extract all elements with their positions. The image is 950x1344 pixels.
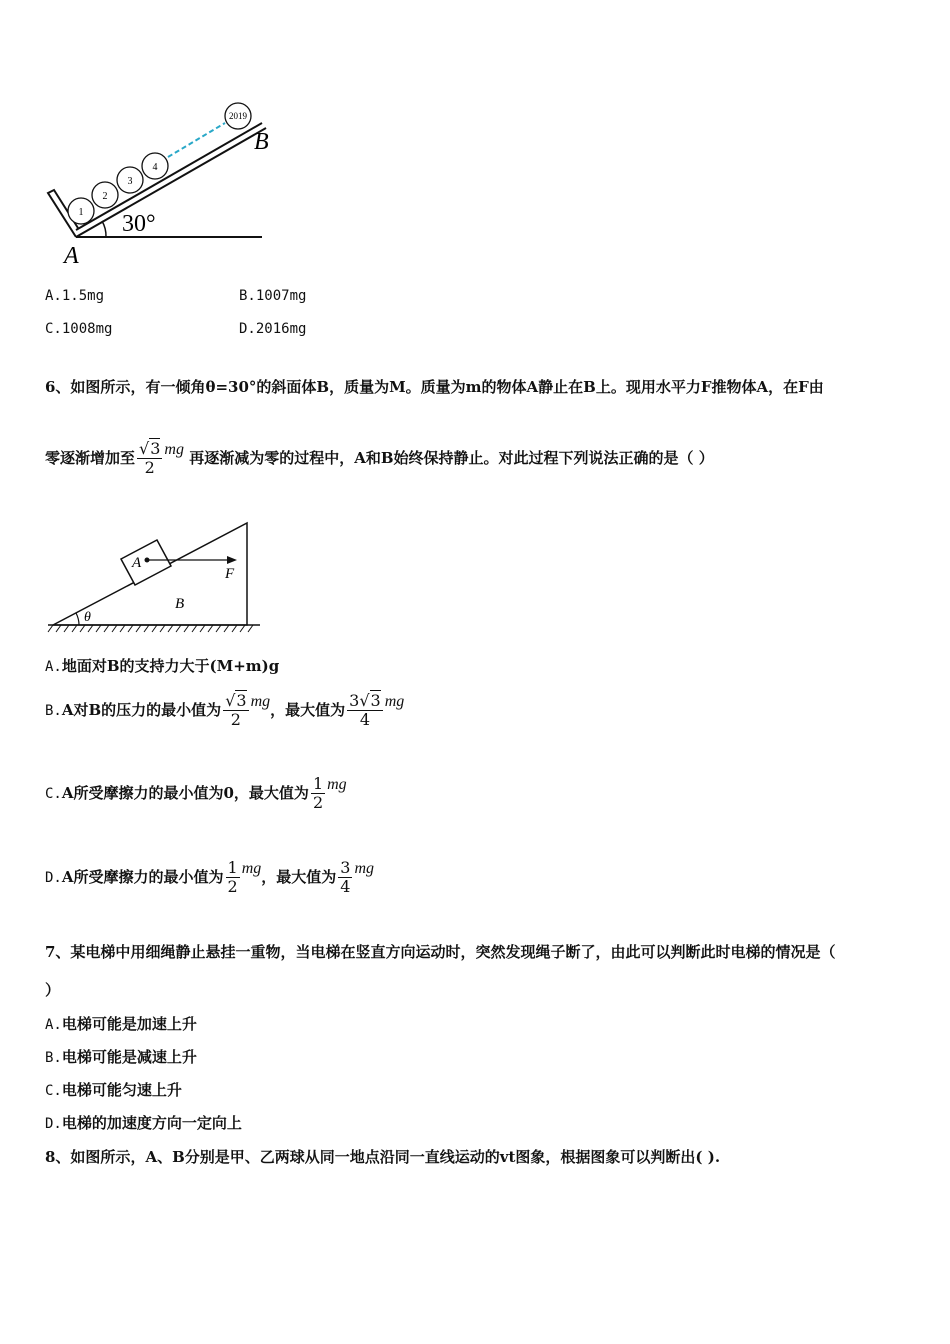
mg-symbol: mg xyxy=(164,440,184,458)
option-text: 地面对B的支持力大于(M+m)g xyxy=(61,657,280,675)
ball-4 xyxy=(142,153,168,179)
option-label: C. xyxy=(45,321,62,337)
fraction-sqrt3-over-2: $\frac{√3}{2}$ xyxy=(139,439,161,478)
q7-option-d[interactable] xyxy=(45,1112,242,1133)
q7-option-a[interactable] xyxy=(45,1013,197,1034)
label-b: B xyxy=(254,129,269,155)
label-b: B xyxy=(175,596,185,612)
ball-2019 xyxy=(225,103,251,129)
label-a: A xyxy=(64,243,79,269)
option-label: A. xyxy=(45,288,62,304)
option-text-mid: ，最大值为 xyxy=(261,867,337,886)
option-text-pre: A对B的压力的最小值为 xyxy=(61,700,222,719)
q5-option-a[interactable] xyxy=(45,286,104,304)
svg-text:1: 1 xyxy=(78,207,84,218)
q6-option-c[interactable] xyxy=(45,775,347,813)
q7-option-b[interactable] xyxy=(45,1046,197,1067)
fraction-3-over-4: $\frac{3}{4}$ xyxy=(340,858,351,897)
force-arrow-head xyxy=(227,556,237,564)
option-text-pre: A所受摩擦力的最小值为 xyxy=(61,867,224,886)
theta-arc xyxy=(76,613,79,625)
fraction-1-over-2: $\frac{1}{2}$ xyxy=(312,774,324,813)
svg-text:3: 3 xyxy=(127,176,133,187)
q5-option-c[interactable] xyxy=(45,319,112,337)
option-text: 电梯可能匀速上升 xyxy=(61,1081,182,1099)
incline-edge-top xyxy=(76,123,262,230)
option-label: D. xyxy=(45,869,62,886)
mg-symbol: mg xyxy=(241,859,262,877)
q6-option-a[interactable] xyxy=(45,655,279,676)
option-text-pre: A所受摩擦力的最小值为0，最大值为 xyxy=(61,783,309,802)
q8-stem-line1: 8、如图所示，A、B分别是甲、乙两球从同一地点沿同一直线运动的vt图象，根据图象可以判断出( ). xyxy=(45,1148,721,1166)
mg-symbol: mg xyxy=(250,692,271,710)
q6-line2-post: 再逐渐减为零的过程中，A和B始终保持静止。对此过程下列说法正确的是（ ） xyxy=(189,448,714,467)
label-a: A xyxy=(132,555,142,571)
option-label: D. xyxy=(45,1116,62,1132)
option-text: 1.5mg xyxy=(61,288,105,304)
option-label: B. xyxy=(239,288,256,304)
fraction-3sqrt3-over-4: $\frac{3√3}{4}$ xyxy=(349,691,381,730)
q6-line2-pre: 零逐渐增加至 xyxy=(45,448,136,467)
option-label: B. xyxy=(45,702,62,719)
q6-stem-line1: 6、如图所示，有一倾角θ=30°的斜面体B，质量为M。质量为m的物体A静止在B上。现用水平力F推物体A，在F由 xyxy=(45,378,824,396)
option-text-mid: ，最大值为 xyxy=(270,700,346,719)
option-label: C. xyxy=(45,1083,62,1099)
label-f: F xyxy=(225,566,235,582)
fraction-1-over-2: $\frac{1}{2}$ xyxy=(227,858,238,897)
label-theta: θ xyxy=(84,610,91,625)
option-text: 2016mg xyxy=(255,321,307,337)
mg-symbol: mg xyxy=(384,692,405,710)
q7-stem-line1: 7、某电梯中用细绳静止悬挂一重物，当电梯在竖直方向运动时，突然发现绳子断了，由此可以判断此时电梯的情况是（ xyxy=(45,943,836,961)
svg-text:2019: 2019 xyxy=(229,111,247,121)
option-text: 1008mg xyxy=(61,321,113,337)
option-label: A. xyxy=(45,1017,62,1033)
ground-hatching xyxy=(48,625,253,632)
mg-symbol: mg xyxy=(327,775,347,793)
q5-option-b[interactable] xyxy=(239,286,306,304)
q6-option-d[interactable] xyxy=(45,859,374,897)
option-label: A. xyxy=(45,659,62,675)
option-text: 1007mg xyxy=(255,288,307,304)
ball-1 xyxy=(68,198,94,224)
fraction-sqrt3-over-2: $\frac{√3}{2}$ xyxy=(225,691,247,730)
ball-2 xyxy=(92,182,118,208)
q6-option-b[interactable] xyxy=(45,692,404,730)
block-a xyxy=(121,540,171,585)
svg-text:2: 2 xyxy=(102,191,108,202)
figure-block-incline xyxy=(45,518,265,638)
ball-3 xyxy=(117,167,143,193)
option-text: 电梯的加速度方向一定向上 xyxy=(61,1114,242,1132)
svg-text:4: 4 xyxy=(152,162,158,173)
q7-option-c[interactable] xyxy=(45,1079,182,1100)
option-label: B. xyxy=(45,1050,62,1066)
mg-symbol: mg xyxy=(354,859,375,877)
figure-balls-incline xyxy=(40,95,290,270)
option-text: 电梯可能是减速上升 xyxy=(61,1048,197,1066)
angle-arc xyxy=(102,221,106,237)
option-label: C. xyxy=(45,785,62,802)
q7-stem-line2: ） xyxy=(45,981,61,999)
angle-label: 30° xyxy=(122,211,156,237)
dashed-connector xyxy=(168,123,225,157)
q5-option-d[interactable] xyxy=(239,319,306,337)
option-label: D. xyxy=(239,321,256,337)
q6-stem-line2 xyxy=(45,440,714,478)
option-text: 电梯可能是加速上升 xyxy=(61,1015,197,1033)
